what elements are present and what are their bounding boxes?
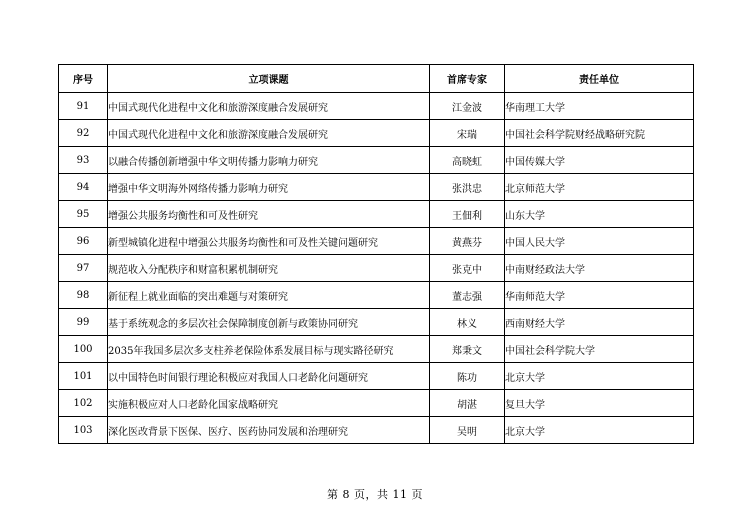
row-title: 以融合传播创新增强中华文明传播力影响力研究 — [108, 147, 430, 174]
row-number: 94 — [59, 174, 108, 201]
table-row — [59, 201, 694, 228]
table-row — [59, 363, 694, 390]
row-number: 93 — [59, 147, 108, 174]
row-expert: 张洪忠 — [430, 174, 505, 201]
row-expert: 高晓虹 — [430, 147, 505, 174]
row-expert: 陈功 — [430, 363, 505, 390]
table-row — [59, 282, 694, 309]
header-no: 序号 — [59, 65, 108, 93]
row-title: 规范收入分配秩序和财富积累机制研究 — [108, 255, 430, 282]
row-unit: 北京大学 — [505, 417, 694, 444]
row-title: 增强公共服务均衡性和可及性研究 — [108, 201, 430, 228]
row-title: 新型城镇化进程中增强公共服务均衡性和可及性关键问题研究 — [108, 228, 430, 255]
row-unit: 华南理工大学 — [505, 93, 694, 120]
row-unit: 中南财经政法大学 — [505, 255, 694, 282]
row-number: 91 — [59, 93, 108, 120]
table-row — [59, 255, 694, 282]
table-header-row — [59, 65, 694, 93]
table-body — [59, 93, 694, 444]
row-title: 深化医改背景下医保、医疗、医药协同发展和治理研究 — [108, 417, 430, 444]
row-number: 101 — [59, 363, 108, 390]
row-unit: 中国传媒大学 — [505, 147, 694, 174]
table-row — [59, 147, 694, 174]
row-unit: 华南师范大学 — [505, 282, 694, 309]
row-expert: 郑秉文 — [430, 336, 505, 363]
row-unit: 北京师范大学 — [505, 174, 694, 201]
row-number: 96 — [59, 228, 108, 255]
row-expert: 张克中 — [430, 255, 505, 282]
table-row — [59, 93, 694, 120]
table-row — [59, 390, 694, 417]
row-expert: 宋瑞 — [430, 120, 505, 147]
row-number: 103 — [59, 417, 108, 444]
table-row — [59, 228, 694, 255]
project-table — [58, 64, 694, 444]
row-unit: 北京大学 — [505, 363, 694, 390]
row-number: 98 — [59, 282, 108, 309]
header-expert: 首席专家 — [430, 65, 505, 93]
row-expert: 胡湛 — [430, 390, 505, 417]
row-title: 新征程上就业面临的突出难题与对策研究 — [108, 282, 430, 309]
table-row — [59, 336, 694, 363]
header-title: 立项课题 — [108, 65, 430, 93]
row-expert: 林义 — [430, 309, 505, 336]
row-number: 100 — [59, 336, 108, 363]
row-number: 92 — [59, 120, 108, 147]
row-number: 95 — [59, 201, 108, 228]
row-title: 基于系统观念的多层次社会保障制度创新与政策协同研究 — [108, 309, 430, 336]
row-unit: 西南财经大学 — [505, 309, 694, 336]
table-row — [59, 174, 694, 201]
table-row — [59, 417, 694, 444]
page-number: 第 8 页，共 11 页 — [327, 488, 423, 501]
row-number: 97 — [59, 255, 108, 282]
row-number: 99 — [59, 309, 108, 336]
table-row — [59, 120, 694, 147]
row-title: 实施积极应对人口老龄化国家战略研究 — [108, 390, 430, 417]
row-title: 增强中华文明海外网络传播力影响力研究 — [108, 174, 430, 201]
row-unit: 中国人民大学 — [505, 228, 694, 255]
header-unit: 责任单位 — [505, 65, 694, 93]
row-unit: 山东大学 — [505, 201, 694, 228]
row-unit: 中国社会科学院财经战略研究院 — [505, 120, 694, 147]
row-title: 2035年我国多层次多支柱养老保险体系发展目标与现实路径研究 — [108, 336, 430, 363]
row-expert: 董志强 — [430, 282, 505, 309]
row-title: 以中国特色时间银行理论积极应对我国人口老龄化问题研究 — [108, 363, 430, 390]
row-expert: 吴明 — [430, 417, 505, 444]
row-title: 中国式现代化进程中文化和旅游深度融合发展研究 — [108, 120, 430, 147]
row-expert: 江金波 — [430, 93, 505, 120]
row-unit: 中国社会科学院大学 — [505, 336, 694, 363]
row-unit: 复旦大学 — [505, 390, 694, 417]
row-expert: 黄燕芬 — [430, 228, 505, 255]
row-number: 102 — [59, 390, 108, 417]
row-expert: 王佃利 — [430, 201, 505, 228]
row-title: 中国式现代化进程中文化和旅游深度融合发展研究 — [108, 93, 430, 120]
table-row — [59, 309, 694, 336]
